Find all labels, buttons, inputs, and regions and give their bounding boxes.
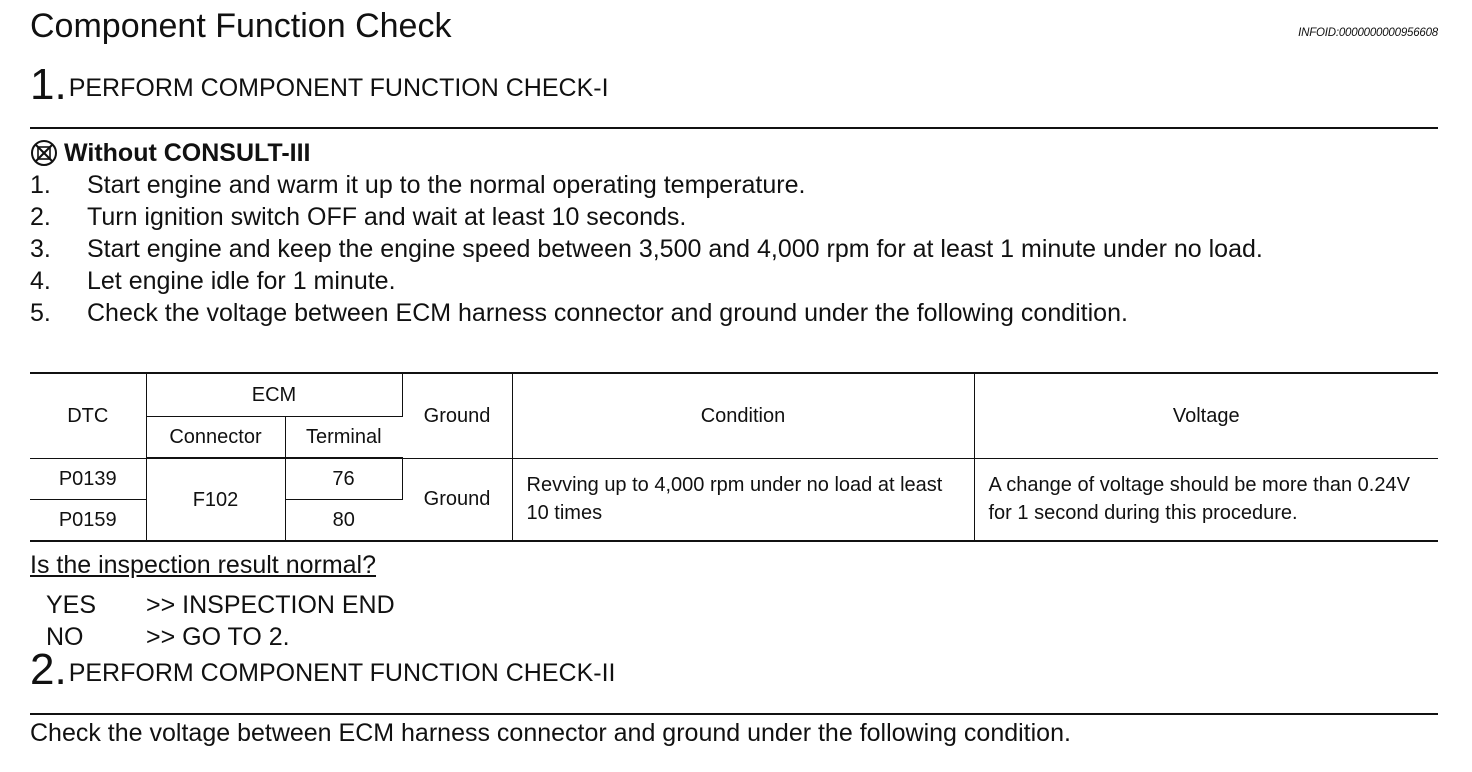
voltage-spec-table bbox=[30, 372, 1438, 542]
step-1-heading bbox=[30, 60, 609, 109]
inspection-question: Is the inspection result normal? bbox=[30, 551, 377, 579]
step-1-number: 1. bbox=[30, 60, 67, 109]
terminal-cell: 80 bbox=[332, 508, 355, 531]
dtc-cell: P0139 bbox=[30, 458, 146, 499]
list-item: 5. Check the voltage between ECM harness connector and ground under the following condition. bbox=[30, 299, 1128, 327]
step-2-heading-text: PERFORM COMPONENT FUNCTION CHECK-II bbox=[68, 659, 616, 687]
header-terminal: Terminal bbox=[285, 416, 402, 458]
answer-no: NO >> GO TO 2. bbox=[46, 623, 290, 651]
answer-yes: YES >> INSPECTION END bbox=[46, 591, 395, 619]
header-ground: Ground bbox=[402, 373, 512, 458]
page-title: Component Function Check bbox=[30, 7, 452, 45]
method-label-text: Without CONSULT-III bbox=[64, 139, 311, 167]
list-item: 1. Start engine and warm it up to the normal operating temperature. bbox=[30, 171, 806, 199]
step-2-instruction: Check the voltage between ECM harness connector and ground under the following condition. bbox=[30, 719, 1071, 747]
no-consult-icon bbox=[30, 139, 58, 167]
table-row bbox=[30, 458, 1438, 499]
step-1-heading-text: PERFORM COMPONENT FUNCTION CHECK-I bbox=[68, 74, 609, 102]
step-2-divider bbox=[30, 713, 1438, 715]
step-2-number: 2. bbox=[30, 645, 67, 694]
procedure-list bbox=[30, 169, 1263, 329]
header-dtc: DTC bbox=[30, 373, 146, 458]
header-ecm: ECM bbox=[146, 373, 402, 416]
terminal-cell: 76 bbox=[285, 458, 402, 499]
step-1-divider bbox=[30, 127, 1438, 129]
step-2-heading bbox=[30, 645, 616, 694]
inspection-answers bbox=[46, 589, 395, 653]
ground-cell: Ground bbox=[402, 458, 512, 541]
list-item: 3. Start engine and keep the engine speed between 3,500 and 4,000 rpm for at least 1 minute under no load. bbox=[30, 235, 1263, 263]
list-item: 4. Let engine idle for 1 minute. bbox=[30, 267, 396, 295]
header-condition: Condition bbox=[512, 373, 974, 458]
voltage-cell: A change of voltage should be more than 0.24V for 1 second during this procedure. bbox=[974, 458, 1438, 541]
header-voltage: Voltage bbox=[974, 373, 1438, 458]
list-item: 2. Turn ignition switch OFF and wait at least 10 seconds. bbox=[30, 203, 687, 231]
method-label bbox=[30, 138, 310, 168]
info-id: INFOID:0000000000956608 bbox=[1298, 27, 1438, 39]
dtc-cell: P0159 bbox=[30, 499, 146, 541]
connector-cell: F102 bbox=[146, 458, 285, 541]
condition-cell: Revving up to 4,000 rpm under no load at least 10 times bbox=[512, 458, 974, 541]
header-connector: Connector bbox=[146, 416, 285, 458]
